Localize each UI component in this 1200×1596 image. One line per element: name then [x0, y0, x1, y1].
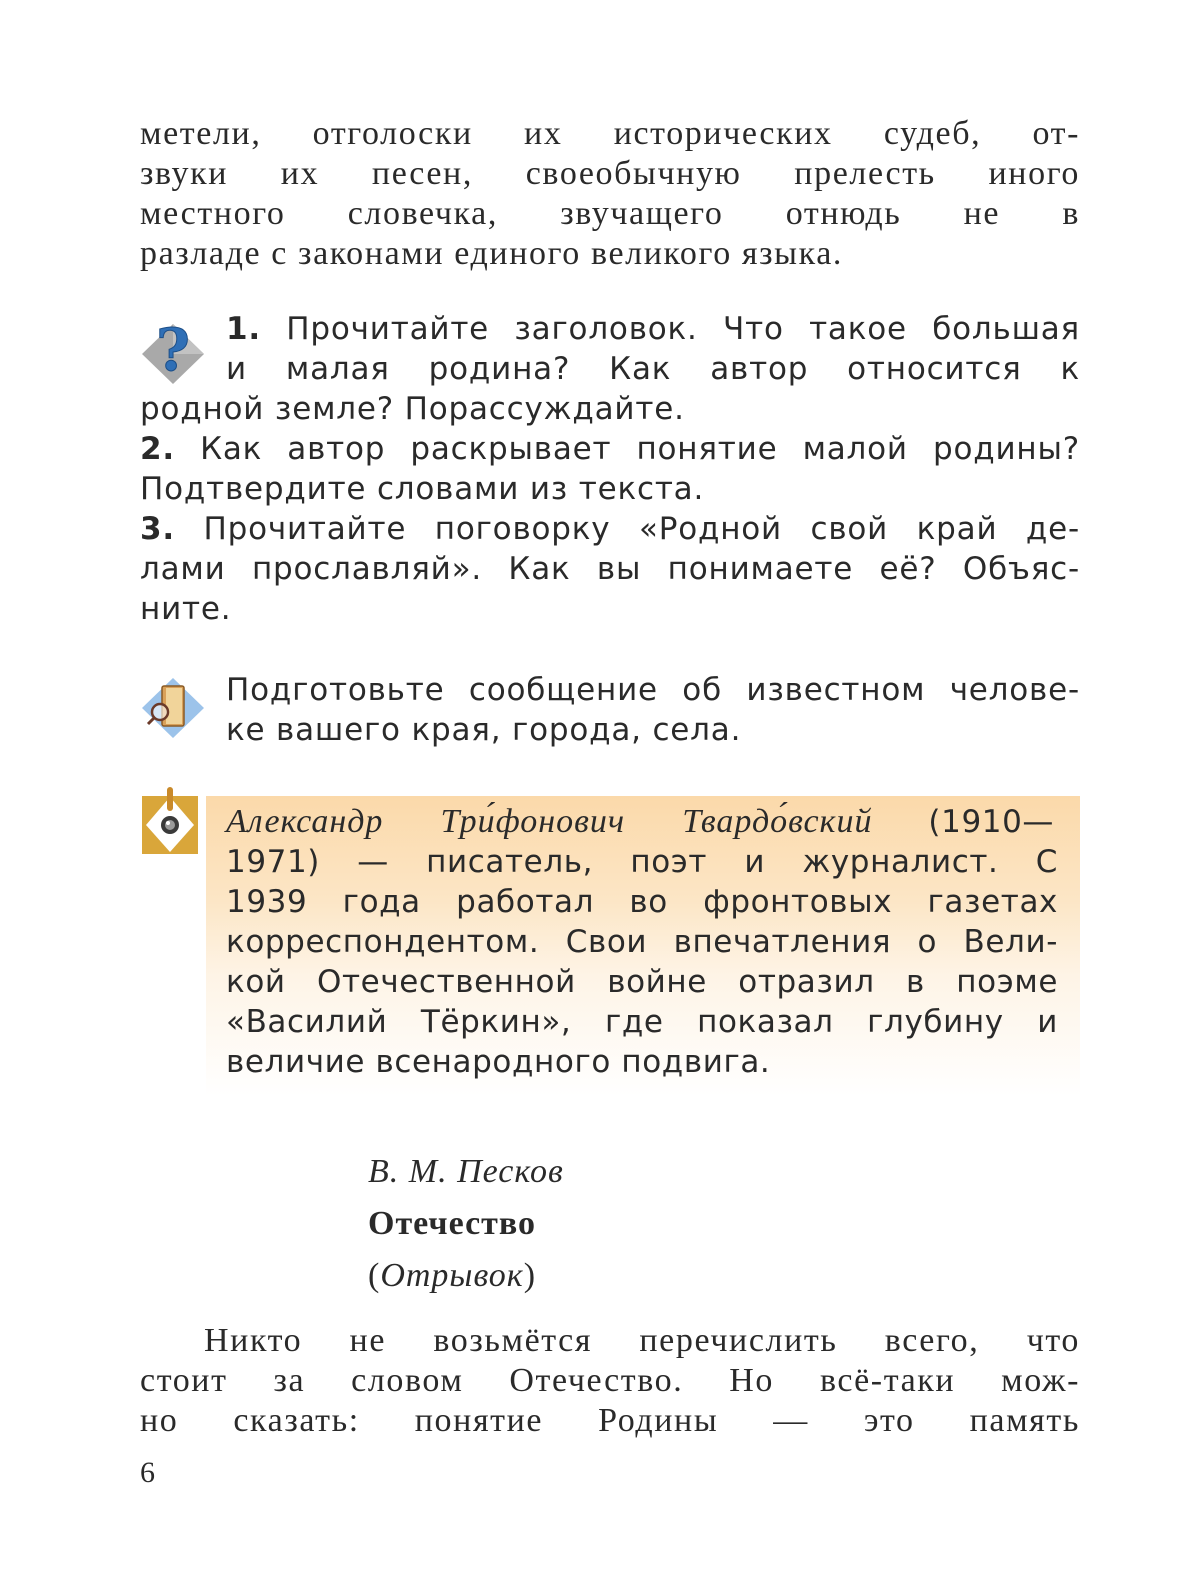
question-3-line-2: лами прославляй». Как вы понимаете её? Объяс-: [140, 551, 1080, 587]
text-line-1: Никто не возьмётся перечислить всего, что: [204, 1322, 1080, 1359]
question-3-line-1: 3. Прочитайте поговорку «Родной свой край де-: [140, 511, 1081, 547]
question-1-line-3: родной земле? Порассуждайте.: [140, 391, 685, 427]
question-2-line-2: Подтвердите словами из текста.: [140, 471, 705, 507]
question-1-line-1: 1. Прочитайте заголовок. Что такое большая: [226, 311, 1081, 347]
biography-line-2: 1971) — писатель, поэт и журналист. С: [226, 844, 1058, 880]
svg-text:?: ?: [156, 316, 190, 384]
intro-line-2: звуки их песен, своеобычную прелесть иного: [140, 155, 1080, 192]
biography-line-1: Александр Три́фонович Твардо́вский (1910—: [226, 803, 1055, 840]
question-3-line-3: ните.: [140, 591, 232, 627]
exclamation-info-icon: [140, 784, 206, 856]
question-3-number: 3.: [140, 511, 175, 547]
page-number: 6: [140, 1456, 155, 1489]
biography-line-7: величие всенародного подвига.: [226, 1044, 771, 1080]
biography-line-3: 1939 года работал во фронтовых газетах: [226, 884, 1058, 920]
question-2-line-1: 2. Как автор раскрывает понятие малой родины?: [140, 431, 1080, 467]
text-line-3: но сказать: понятие Родины — это память: [140, 1402, 1080, 1439]
text-line-2: стоит за словом Отечество. Но всё-таки мож-: [140, 1362, 1080, 1399]
text-title: Отечество: [368, 1205, 536, 1242]
project-task-line-1: Подготовьте сообщение об известном челове-: [226, 672, 1080, 708]
question-diamond-icon: [140, 314, 206, 386]
biography-line-6: «Василий Тёркин», где показал глубину и: [226, 1004, 1058, 1040]
biography-name: Александр Три́фонович Твардо́вский: [226, 803, 873, 840]
project-task-line-2: ке вашего края, города, села.: [226, 712, 742, 748]
text-author: В. М. Песков: [368, 1153, 564, 1190]
intro-line-3: местного словечка, звучащего отнюдь не в: [140, 195, 1080, 232]
book-magnifier-icon: [140, 674, 206, 742]
biography-line-4: корреспондентом. Свои впечатления о Вели-: [226, 924, 1058, 960]
question-2-number: 2.: [140, 431, 175, 467]
intro-line-1: метели, отголоски их исторических судеб, от-: [140, 115, 1080, 152]
biography-line-5: кой Отечественной войне отразил в поэме: [226, 964, 1058, 1000]
question-1-line-2: и малая родина? Как автор относится к: [226, 351, 1080, 387]
intro-line-4: разладе с законами единого великого языка.: [140, 235, 844, 272]
question-1-number: 1.: [226, 311, 261, 347]
text-subtitle: (Отрывок): [368, 1257, 537, 1294]
